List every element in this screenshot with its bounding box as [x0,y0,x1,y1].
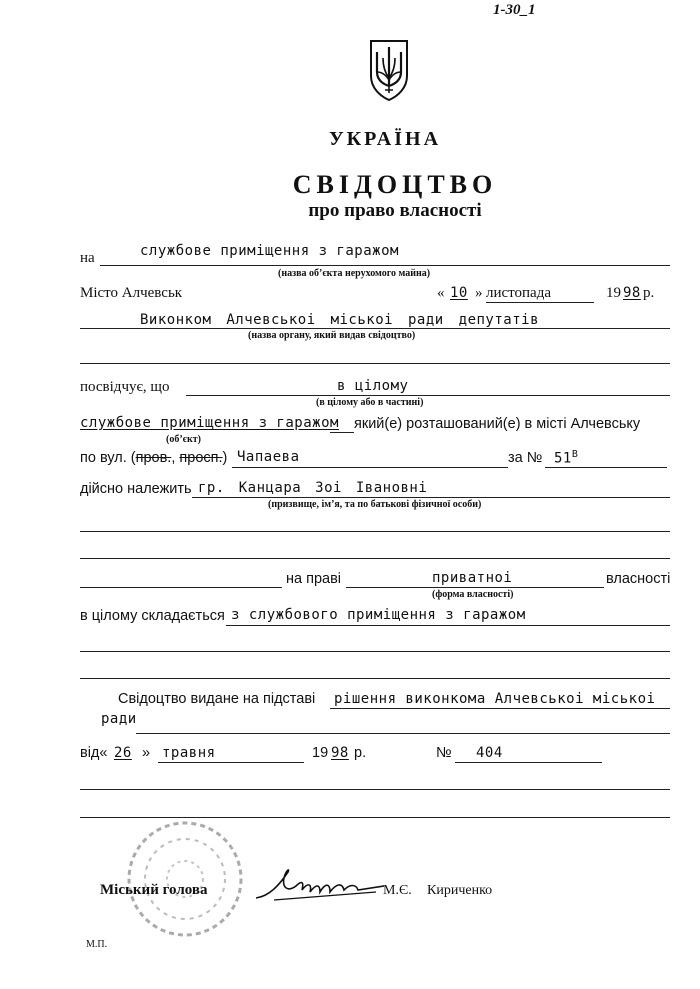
object2-caption: (об’єкт) [166,434,201,445]
city-label: Місто Алчевськ [80,285,183,301]
na-label: на [80,250,95,266]
object-line [100,265,670,266]
basis-value: рішення виконкома Алчевськоі міськоі [334,691,656,707]
location-text: який(е) розташований(е) в місті Алчевську [354,416,641,432]
number-label: за № [508,450,543,466]
right-label: на праві [286,571,342,587]
decision-label: № [436,745,452,761]
mayor-initials: М.Є. [383,883,412,898]
mayor-name: Кириченко [427,883,493,898]
date-year: 98 [623,285,641,301]
share-caption: (в цілому або в частині) [316,397,424,408]
ownership-value: приватноі [432,570,513,586]
basis-line-2 [136,733,670,734]
consists-value: з службового приміщення з гаражом [231,607,526,623]
date-close-quote: » [475,285,483,301]
street-label [80,450,227,466]
belongs-label: дійсно належить [80,481,192,497]
street-open-paren: ( [130,450,136,466]
seal-label: М.П. [86,939,108,950]
number-main: 51 [554,450,572,467]
from-open-quote: « [99,745,108,761]
ownership-suffix: власності [606,571,671,587]
right-line-left [80,587,282,588]
from-month: травня [162,745,216,761]
street-line [232,467,508,468]
certifies-label: посвідчує, що [80,379,170,395]
issuer-line-2 [80,363,670,364]
date-month-line [486,302,594,303]
owner-line-2 [80,531,670,532]
signature-mark [250,862,390,906]
object2-value: службове приміщення з гаражом [80,415,339,431]
date-open-quote: « [437,285,445,301]
issuer-caption: (назва органу, який видав свідоцтво) [248,330,416,341]
country-heading: УКРАЇНА [328,128,442,150]
date-day: 10 [450,285,468,301]
street-value: Чапаева [237,449,300,465]
ownership-line [346,587,604,588]
number-line [545,467,667,468]
number-sup: В [571,449,579,460]
from-year-suffix: р. [354,745,367,761]
share-line [186,395,670,396]
decision-line [455,762,602,763]
object-value: службове приміщення з гаражом [140,243,399,259]
from-year: 98 [331,745,349,761]
from-label-text: від [80,745,100,761]
object2-line [330,432,354,433]
consists-line [226,625,670,626]
consists-line-3 [80,678,670,679]
owner-line-3 [80,558,670,559]
trident-icon [366,38,412,102]
street-prefix-avenue: просп. [179,450,223,466]
consists-line-2 [80,651,670,652]
mayor-label: Міський голова [100,882,208,898]
basis-value-2: ради [101,711,137,727]
decision-value: 404 [476,745,503,761]
owner-value: гр. Канцара Зоі Івановні [198,480,428,496]
issuer-value: Виконком Алчевськоі міськоі ради депутатів [140,312,540,328]
street-prefix-sep: , [171,450,180,466]
owner-caption: (призвище, ім’я, та по батькові фізичної особи) [268,499,482,510]
certificate-title: СВІДОЦТВО [292,170,498,199]
object-caption: (назва об’єкта нерухомого майна) [278,268,431,279]
street-close-paren: ) [222,450,228,466]
owner-line [192,497,670,498]
from-label [80,745,107,761]
date-year-suffix: р. [643,285,655,301]
date-month: листопада [486,285,552,301]
number-value [554,449,578,467]
from-year-prefix: 19 [312,745,329,761]
from-month-line [158,762,304,763]
street-label-text: по вул. [80,450,127,466]
consists-label: в цілому складається [80,608,225,624]
street-prefix-lane: пров. [135,450,172,466]
basis-label: Свідоцтво видане на підставі [118,691,316,707]
document-code: 1-30_1 [493,2,536,18]
share-value: в цілому [337,378,409,394]
decision-line-2 [80,789,670,790]
from-close-quote: » [142,745,151,761]
date-year-prefix: 19 [606,285,621,301]
official-stamp [120,815,250,943]
from-day: 26 [114,745,132,761]
issuer-line [80,328,670,329]
basis-line [330,708,670,709]
ownership-caption: (форма власності) [432,589,514,600]
certificate-subtitle: про право власності [308,200,482,221]
